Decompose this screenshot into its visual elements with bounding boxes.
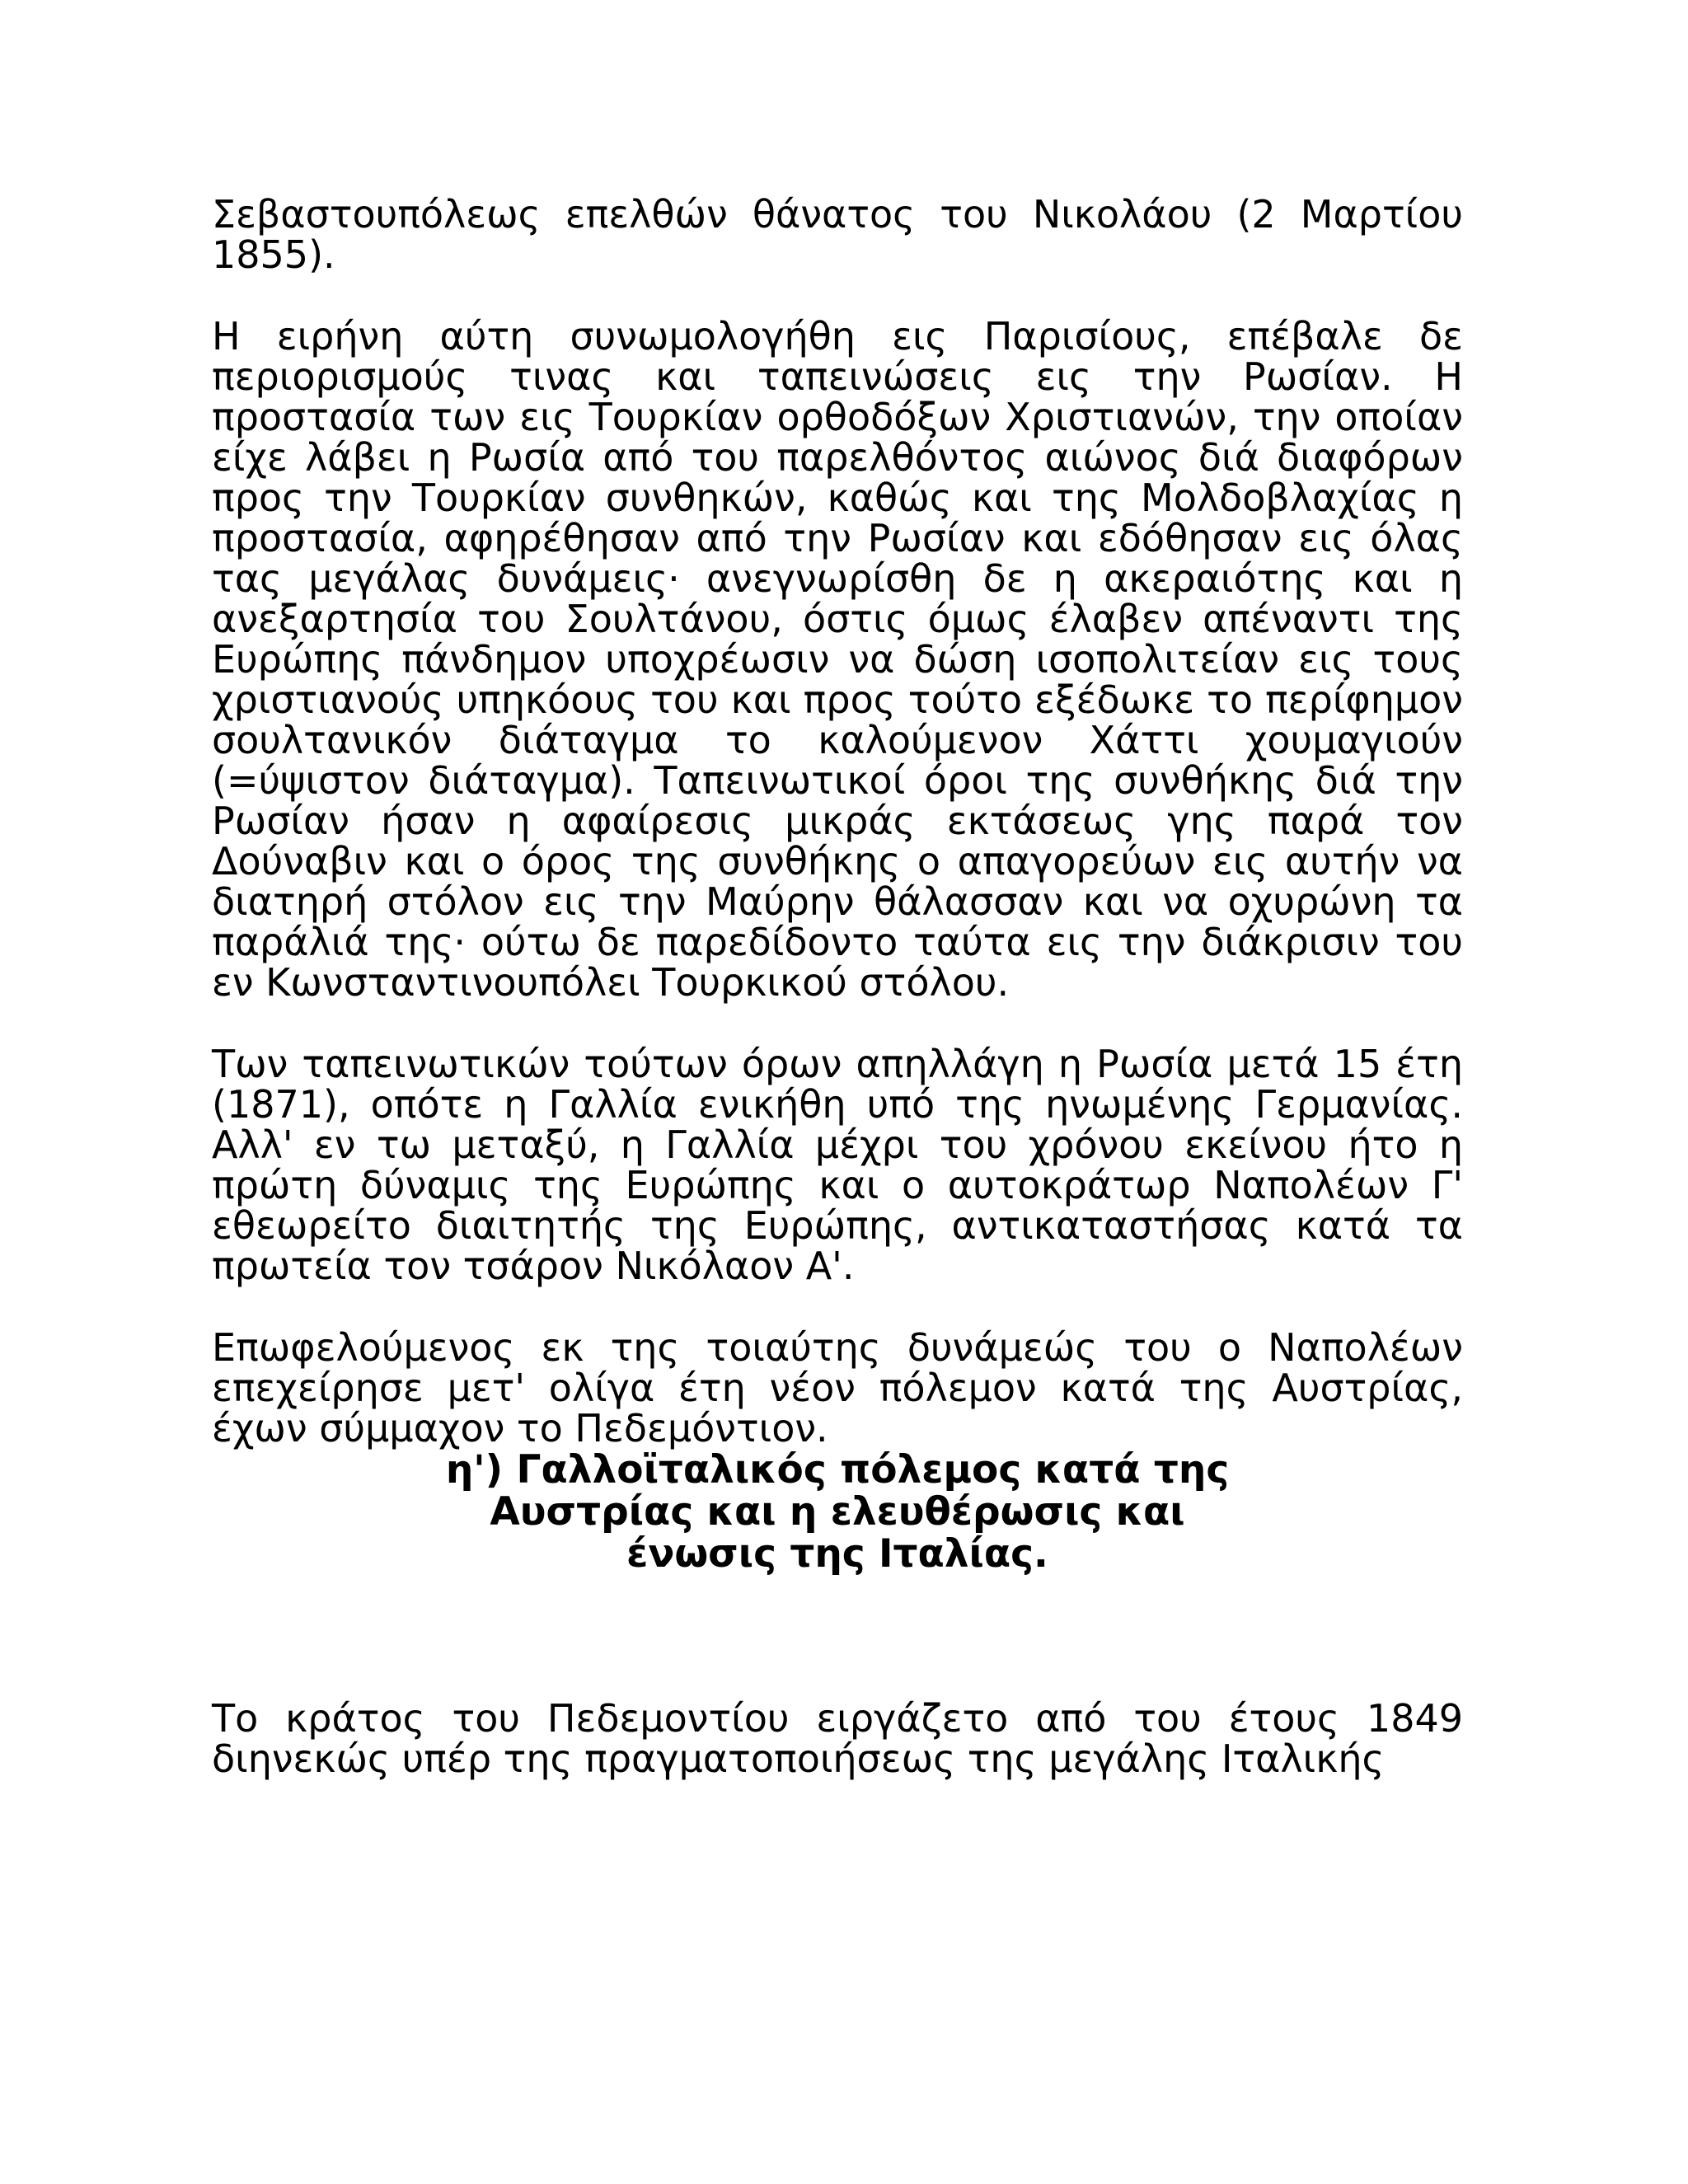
paragraph-4: Επωφελούμενος εκ της τοιαύτης δυνάμεώς του ο Ναπολέων επεχείρησε μετ' ολίγα έτη νέον πόλεμον κατά της Αυστρίας, έχων σύμμαχον το Πεδεμόντιον. bbox=[212, 1325, 1463, 1451]
section-heading-line-1: η') Γαλλοϊταλικός πόλεμος κατά της bbox=[445, 1447, 1230, 1493]
document-page bbox=[212, 194, 1463, 1779]
paragraph-5: Το κράτος του Πεδεμοντίου ειργάζετο από του έτους 1849 διηνεκώς υπέρ της πραγματοποιήσεως της μεγάλης Ιταλικής bbox=[212, 1696, 1463, 1781]
section-heading-line-3: ένωσις της Ιταλίας. bbox=[626, 1531, 1048, 1577]
paragraph-1: Σεβαστουπόλεως επελθών θάνατος του Νικολάου (2 Μαρτίου 1855). bbox=[212, 192, 1463, 277]
paragraph-3: Των ταπεινωτικών τούτων όρων απηλλάγη η Ρωσία μετά 15 έτη (1871), οπότε η Γαλλία ενικήθη υπό της ηνωμένης Γερμανίας. Αλλ' εν τω μεταξύ, η Γαλλία μέχρι του χρόνου εκείνου ήτο η πρώτη δύναμις της Ευρώπης και ο αυτοκράτωρ Ναπολέων Γ' εθεωρείτο διαιτητής της Ευρώπης, αντικαταστήσας κατά τα πρωτεία τον τσάρον Νικόλαον Α'. bbox=[212, 1042, 1463, 1288]
section-heading bbox=[212, 1449, 1463, 1575]
section-heading-line-2: Αυστρίας και η ελευθέρωσις και bbox=[490, 1489, 1185, 1535]
paragraph-2: Η ειρήνη αύτη συνωμολογήθη εις Παρισίους, επέβαλε δε περιορισμούς τινας και ταπεινώσεις εις την Ρωσίαν. Η προστασία των εις Τουρκίαν ορθοδόξων Χριστιανών, την οποίαν είχε λάβει η Ρωσία από του παρελθόντος αιώνος διά διαφόρων προς την Τουρκίαν συνθηκών, καθώς και της Μολδοβλαχίας η προστασία, αφηρέθησαν από την Ρωσίαν και εδόθησαν εις όλας τας μεγάλας δυνάμεις· ανεγνωρίσθη δε η ακεραιότης και η ανεξαρτησία του Σουλτάνου, όστις όμως έλαβεν απέναντι της Ευρώπης πάνδημον υποχρέωσιν να δώση ισοπολιτείαν εις τους χριστιανούς υπηκόους του και προς τούτο εξέδωκε το περίφημον σουλτανικόν διάταγμα το καλούμενον Χάττι χουμαγιούν (=ύψιστον διάταγμα). Ταπεινωτικοί όροι της συνθήκης διά την Ρωσίαν ήσαν η αφαίρεσις μικράς εκτάσεως γης παρά τον Δούναβιν και ο όρος της συνθήκης ο απαγορεύων εις αυτήν να διατηρή στόλον εις την Μαύρην θάλασσαν και να οχυρώνη τα παράλιά της· ούτω δε παρεδίδοντο ταύτα εις την διάκρισιν του εν Κωνσταντινουπόλει Τουρκικού στόλου. bbox=[212, 314, 1463, 1005]
